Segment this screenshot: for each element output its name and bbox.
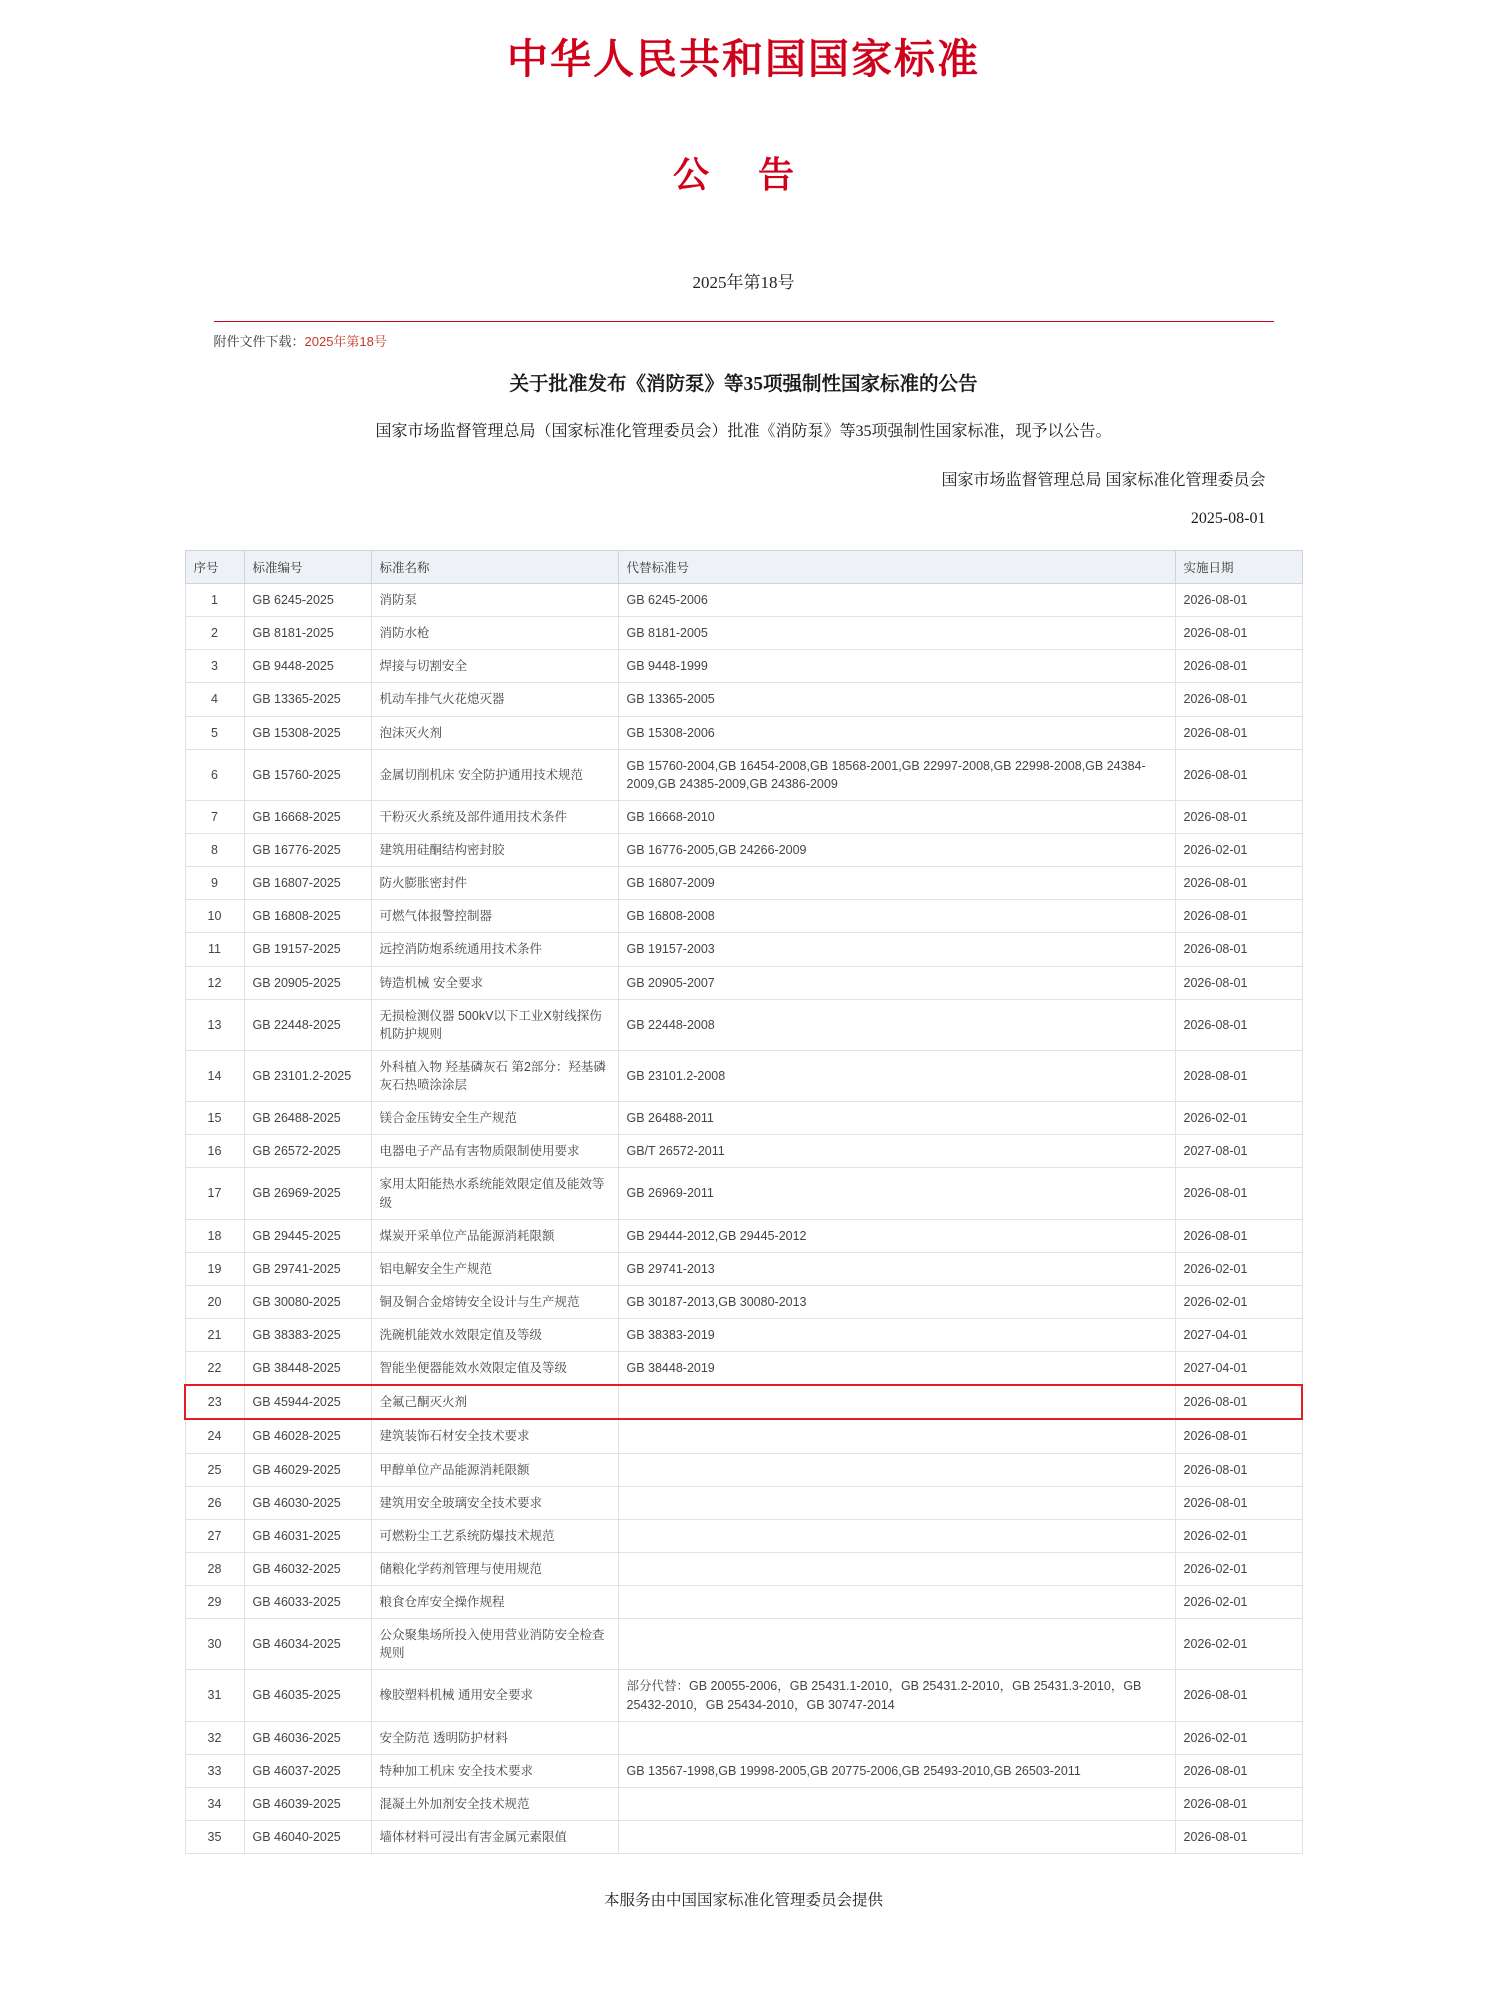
cell-code: GB 46028-2025 [244,1419,371,1453]
cell-code: GB 19157-2025 [244,933,371,966]
cell-replaced: GB 22448-2008 [618,999,1175,1050]
cell-code: GB 16807-2025 [244,867,371,900]
table-row [185,1352,1302,1386]
cell-date: 2028-08-01 [1175,1050,1302,1101]
cell-replaced: GB/T 26572-2011 [618,1135,1175,1168]
cell-name[interactable]: 干粉灭火系统及部件通用技术条件 [371,800,618,833]
cell-no: 28 [185,1552,244,1585]
column-header-date: 实施日期 [1175,551,1302,584]
cell-name[interactable]: 焊接与切割安全 [371,650,618,683]
cell-date: 2026-02-01 [1175,1519,1302,1552]
cell-name[interactable]: 外科植入物 羟基磷灰石 第2部分：羟基磷灰石热喷涂涂层 [371,1050,618,1101]
cell-no: 5 [185,716,244,749]
document-signature: 国家市场监督管理总局 国家标准化管理委员会 [941,472,1266,489]
cell-name[interactable]: 洗碗机能效水效限定值及等级 [371,1319,618,1352]
cell-name[interactable]: 可燃粉尘工艺系统防爆技术规范 [371,1519,618,1552]
cell-no: 7 [185,800,244,833]
cell-replaced: GB 6245-2006 [618,584,1175,617]
cell-replaced: GB 16668-2010 [618,800,1175,833]
document-date: 2025-08-01 [1190,510,1266,527]
cell-date: 2026-08-01 [1175,1821,1302,1854]
cell-date: 2026-02-01 [1175,1721,1302,1754]
cell-no: 14 [185,1050,244,1101]
cell-name[interactable]: 建筑用硅酮结构密封胶 [371,834,618,867]
table-row [185,683,1302,716]
attachment-download-link[interactable]: 2025年第18号 [304,334,387,349]
cell-code: GB 26969-2025 [244,1168,371,1219]
cell-date: 2026-08-01 [1175,1486,1302,1519]
cell-replaced [618,1619,1175,1670]
cell-no: 1 [185,584,244,617]
table-row [185,1252,1302,1285]
document-body: 国家市场监督管理总局（国家标准化管理委员会）批准《消防泵》等35项强制性国家标准，现予以公告。 [375,423,1112,440]
cell-no: 23 [185,1385,244,1419]
cell-name[interactable]: 混凝土外加剂安全技术规范 [371,1787,618,1820]
cell-code: GB 46030-2025 [244,1486,371,1519]
cell-replaced [618,1721,1175,1754]
cell-no: 33 [185,1754,244,1787]
standards-table [184,550,1303,1854]
cell-name[interactable]: 电器电子产品有害物质限制使用要求 [371,1135,618,1168]
cell-name[interactable]: 粮食仓库安全操作规程 [371,1586,618,1619]
table-row [185,966,1302,999]
cell-date: 2027-08-01 [1175,1135,1302,1168]
cell-replaced: GB 23101.2-2008 [618,1050,1175,1101]
cell-no: 8 [185,834,244,867]
cell-no: 22 [185,1352,244,1386]
cell-code: GB 29445-2025 [244,1219,371,1252]
cell-no: 26 [185,1486,244,1519]
cell-replaced [618,1486,1175,1519]
cell-code: GB 13365-2025 [244,683,371,716]
cell-replaced: GB 15308-2006 [618,716,1175,749]
cell-name[interactable]: 铸造机械 安全要求 [371,966,618,999]
table-row [185,999,1302,1050]
table-row [185,1519,1302,1552]
cell-code: GB 46032-2025 [244,1552,371,1585]
cell-date: 2026-08-01 [1175,683,1302,716]
cell-code: GB 46036-2025 [244,1721,371,1754]
cell-code: GB 45944-2025 [244,1385,371,1419]
cell-no: 30 [185,1619,244,1670]
cell-name[interactable]: 安全防范 透明防护材料 [371,1721,618,1754]
cell-code: GB 26572-2025 [244,1135,371,1168]
table-row [185,1385,1302,1419]
table-row [185,650,1302,683]
cell-replaced: GB 16807-2009 [618,867,1175,900]
cell-date: 2026-08-01 [1175,716,1302,749]
column-header-code: 标准编号 [244,551,371,584]
cell-no: 4 [185,683,244,716]
cell-no: 6 [185,749,244,800]
cell-date: 2026-08-01 [1175,617,1302,650]
cell-replaced [618,1586,1175,1619]
cell-replaced: GB 26488-2011 [618,1102,1175,1135]
cell-date: 2026-08-01 [1175,650,1302,683]
cell-replaced: GB 29741-2013 [618,1252,1175,1285]
table-row [185,1787,1302,1820]
cell-replaced [618,1419,1175,1453]
cell-no: 32 [185,1721,244,1754]
cell-code: GB 6245-2025 [244,584,371,617]
document-title: 关于批准发布《消防泵》等35项强制性国家标准的公告 [509,374,978,395]
cell-code: GB 22448-2025 [244,999,371,1050]
cell-replaced: GB 29444-2012,GB 29445-2012 [618,1219,1175,1252]
cell-replaced [618,1787,1175,1820]
cell-date: 2026-08-01 [1175,584,1302,617]
cell-name[interactable]: 机动车排气火花熄灭器 [371,683,618,716]
column-header-replaced: 代替标准号 [618,551,1175,584]
cell-date: 2026-08-01 [1175,1385,1302,1419]
cell-code: GB 30080-2025 [244,1285,371,1318]
table-row [185,1821,1302,1854]
cell-date: 2026-08-01 [1175,749,1302,800]
cell-name[interactable]: 全氟己酮灭火剂 [371,1385,618,1419]
cell-replaced [618,1519,1175,1552]
table-row [185,933,1302,966]
cell-replaced [618,1385,1175,1419]
cell-no: 15 [185,1102,244,1135]
cell-name[interactable]: 防火膨胀密封件 [371,867,618,900]
cell-replaced: GB 16776-2005,GB 24266-2009 [618,834,1175,867]
cell-name[interactable]: 铜及铜合金熔铸安全设计与生产规范 [371,1285,618,1318]
cell-replaced: 部分代替：GB 20055-2006，GB 25431.1-2010，GB 25431.2-2010，GB 25431.3-2010，GB 25432-2010，GB 25434-2010，GB 30747-2014 [618,1670,1175,1721]
issue-number: 2025年第18号 [692,273,795,292]
cell-date: 2026-08-01 [1175,1453,1302,1486]
cell-replaced: GB 19157-2003 [618,933,1175,966]
cell-name[interactable]: 家用太阳能热水系统能效限定值及能效等级 [371,1168,618,1219]
cell-code: GB 15308-2025 [244,716,371,749]
cell-name[interactable]: 煤炭开采单位产品能源消耗限额 [371,1219,618,1252]
cell-replaced: GB 16808-2008 [618,900,1175,933]
cell-date: 2026-08-01 [1175,1787,1302,1820]
cell-name[interactable]: 可燃气体报警控制器 [371,900,618,933]
cell-no: 13 [185,999,244,1050]
cell-code: GB 46034-2025 [244,1619,371,1670]
cell-name[interactable]: 甲醇单位产品能源消耗限额 [371,1453,618,1486]
cell-no: 34 [185,1787,244,1820]
cell-replaced: GB 26969-2011 [618,1168,1175,1219]
table-row [185,716,1302,749]
table-row [185,1453,1302,1486]
cell-date: 2026-02-01 [1175,1252,1302,1285]
cell-replaced: GB 30187-2013,GB 30080-2013 [618,1285,1175,1318]
column-header-no: 序号 [185,551,244,584]
cell-code: GB 20905-2025 [244,966,371,999]
cell-code: GB 46031-2025 [244,1519,371,1552]
cell-name[interactable]: 镁合金压铸安全生产规范 [371,1102,618,1135]
cell-code: GB 9448-2025 [244,650,371,683]
attachment-label: 附件文件下载： [213,334,305,349]
table-row [185,1670,1302,1721]
cell-replaced: GB 38448-2019 [618,1352,1175,1386]
cell-no: 3 [185,650,244,683]
divider-rule [214,321,1274,322]
table-row [185,1102,1302,1135]
table-row [185,584,1302,617]
cell-no: 25 [185,1453,244,1486]
cell-date: 2026-02-01 [1175,1619,1302,1670]
cell-date: 2026-08-01 [1175,999,1302,1050]
cell-no: 24 [185,1419,244,1453]
cell-replaced: GB 8181-2005 [618,617,1175,650]
cell-code: GB 16808-2025 [244,900,371,933]
cell-code: GB 46035-2025 [244,1670,371,1721]
page-title: 中华人民共和国国家标准 [507,36,980,82]
cell-date: 2026-08-01 [1175,1219,1302,1252]
cell-no: 10 [185,900,244,933]
cell-name[interactable]: 无损检测仪器 500kV以下工业X射线探伤机防护规则 [371,999,618,1050]
table-row [185,1586,1302,1619]
cell-replaced: GB 20905-2007 [618,966,1175,999]
column-header-name: 标准名称 [371,551,618,584]
cell-name[interactable]: 金属切削机床 安全防护通用技术规范 [371,749,618,800]
table-row [185,900,1302,933]
cell-no: 21 [185,1319,244,1352]
cell-date: 2026-08-01 [1175,1419,1302,1453]
cell-replaced: GB 15760-2004,GB 16454-2008,GB 18568-2001,GB 22997-2008,GB 22998-2008,GB 24384-2009,GB 24385-2009,GB 24386-2009 [618,749,1175,800]
cell-code: GB 38383-2025 [244,1319,371,1352]
table-row [185,1619,1302,1670]
cell-name[interactable]: 铝电解安全生产规范 [371,1252,618,1285]
cell-code: GB 29741-2025 [244,1252,371,1285]
cell-no: 19 [185,1252,244,1285]
table-row [185,1050,1302,1101]
cell-name[interactable]: 橡胶塑料机械 通用安全要求 [371,1670,618,1721]
cell-code: GB 16776-2025 [244,834,371,867]
table-body [185,584,1302,1854]
table-row [185,1419,1302,1453]
cell-date: 2026-02-01 [1175,1586,1302,1619]
cell-code: GB 23101.2-2025 [244,1050,371,1101]
table-header-row [185,551,1302,584]
table-row [185,1168,1302,1219]
cell-date: 2026-02-01 [1175,1102,1302,1135]
table-row [185,1219,1302,1252]
cell-code: GB 16668-2025 [244,800,371,833]
page-subtitle: 公 告 [672,155,814,195]
cell-date: 2026-08-01 [1175,867,1302,900]
cell-code: GB 8181-2025 [244,617,371,650]
table-row [185,749,1302,800]
page-footer: 本服务由中国国家标准化管理委员会提供 [603,1892,883,1910]
cell-replaced: GB 13567-1998,GB 19998-2005,GB 20775-2006,GB 25493-2010,GB 26503-2011 [618,1754,1175,1787]
table-row [185,834,1302,867]
cell-date: 2026-08-01 [1175,966,1302,999]
table-row [185,1319,1302,1352]
cell-no: 11 [185,933,244,966]
table-row [185,1135,1302,1168]
cell-no: 2 [185,617,244,650]
cell-replaced: GB 38383-2019 [618,1319,1175,1352]
cell-name[interactable]: 特种加工机床 安全技术要求 [371,1754,618,1787]
cell-date: 2026-08-01 [1175,933,1302,966]
cell-date: 2026-02-01 [1175,1285,1302,1318]
cell-no: 27 [185,1519,244,1552]
cell-date: 2026-08-01 [1175,900,1302,933]
cell-date: 2026-08-01 [1175,800,1302,833]
cell-code: GB 26488-2025 [244,1102,371,1135]
cell-no: 20 [185,1285,244,1318]
cell-name[interactable]: 消防泵 [371,584,618,617]
cell-date: 2026-02-01 [1175,1552,1302,1585]
cell-replaced [618,1453,1175,1486]
cell-no: 29 [185,1586,244,1619]
cell-date: 2027-04-01 [1175,1319,1302,1352]
cell-replaced [618,1552,1175,1585]
cell-replaced: GB 13365-2005 [618,683,1175,716]
cell-name[interactable]: 远控消防炮系统通用技术条件 [371,933,618,966]
table-row [185,800,1302,833]
attachment-row [214,331,1274,350]
cell-code: GB 46039-2025 [244,1787,371,1820]
cell-no: 31 [185,1670,244,1721]
table-row [185,1721,1302,1754]
cell-name[interactable]: 消防水枪 [371,617,618,650]
cell-no: 18 [185,1219,244,1252]
cell-name[interactable]: 建筑用安全玻璃安全技术要求 [371,1486,618,1519]
cell-code: GB 38448-2025 [244,1352,371,1386]
cell-no: 12 [185,966,244,999]
cell-date: 2026-08-01 [1175,1754,1302,1787]
cell-name[interactable]: 泡沫灭火剂 [371,716,618,749]
cell-no: 9 [185,867,244,900]
table-row [185,1552,1302,1585]
cell-date: 2027-04-01 [1175,1352,1302,1386]
table-row [185,617,1302,650]
cell-code: GB 46033-2025 [244,1586,371,1619]
table-row [185,1486,1302,1519]
cell-name[interactable]: 智能坐便器能效水效限定值及等级 [371,1352,618,1386]
cell-name[interactable]: 墙体材料可浸出有害金属元素限值 [371,1821,618,1854]
announcement-page [0,26,1487,1910]
table-row [185,867,1302,900]
cell-name[interactable]: 储粮化学药剂管理与使用规范 [371,1552,618,1585]
cell-code: GB 15760-2025 [244,749,371,800]
cell-date: 2026-08-01 [1175,1670,1302,1721]
table-row [185,1754,1302,1787]
cell-replaced [618,1821,1175,1854]
cell-name[interactable]: 建筑装饰石材安全技术要求 [371,1419,618,1453]
cell-no: 17 [185,1168,244,1219]
cell-code: GB 46037-2025 [244,1754,371,1787]
cell-date: 2026-08-01 [1175,1168,1302,1219]
table-row [185,1285,1302,1318]
cell-code: GB 46040-2025 [244,1821,371,1854]
cell-code: GB 46029-2025 [244,1453,371,1486]
cell-date: 2026-02-01 [1175,834,1302,867]
cell-name[interactable]: 公众聚集场所投入使用营业消防安全检查规则 [371,1619,618,1670]
cell-no: 16 [185,1135,244,1168]
cell-replaced: GB 9448-1999 [618,650,1175,683]
cell-no: 35 [185,1821,244,1854]
